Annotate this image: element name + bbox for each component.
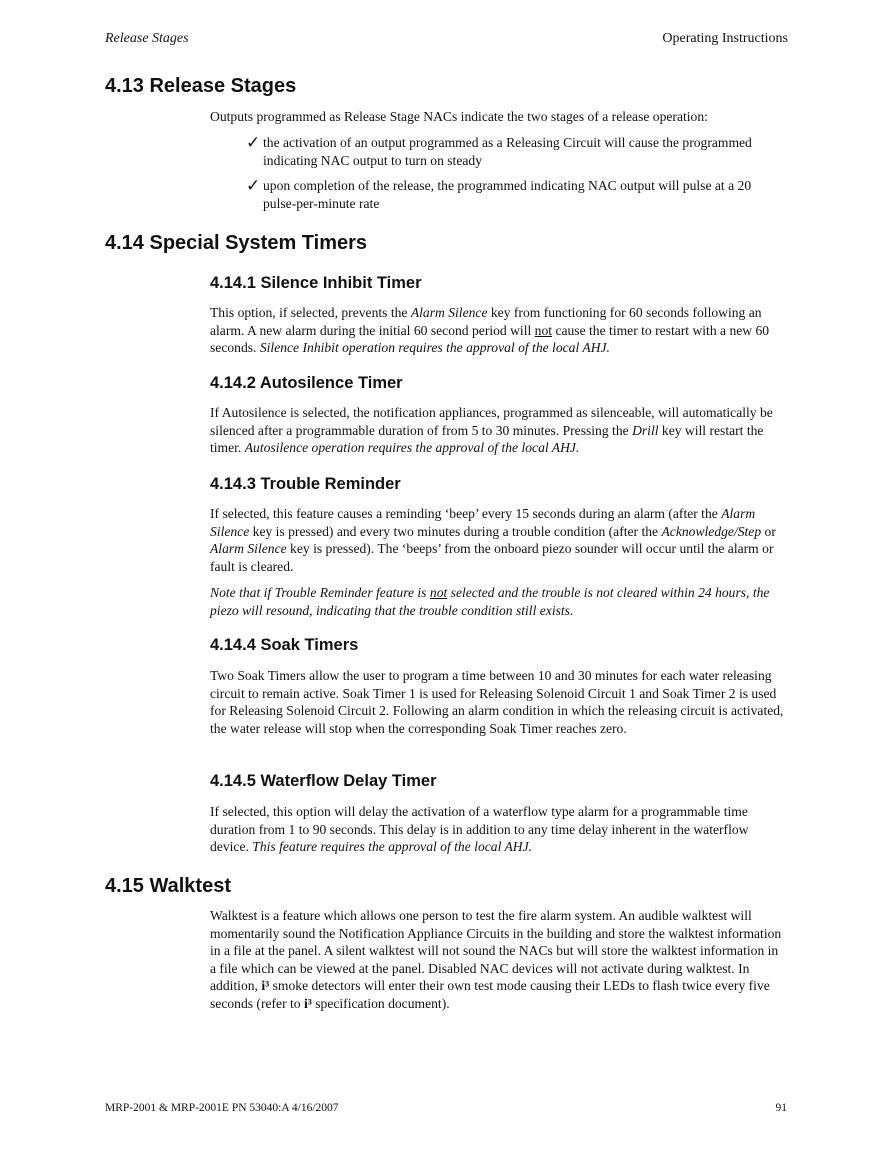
running-header-chapter: Operating Instructions [662, 31, 788, 46]
subsection-heading-4-14-2: 4.14.2 Autosilence Timer [210, 374, 403, 392]
subsection-4-14-1-body: This option, if selected, prevents the Alarm Silence key from functioning for 60 seconds following an alarm. A new alarm during the initial 60 second period will not cause the timer to restart with a new 60 seconds. Silence Inhibit operation requires the approval of the local AHJ. [210, 305, 770, 355]
subsection-4-14-3-body: If selected, this feature causes a reminding ‘beep’ every 15 seconds during an alarm (after the Alarm Silence key is pressed) and every two minutes during a trouble condition (after the Acknowledge/Step or Alarm Silence key is pressed). The ‘beeps’ from the onboard piezo sounder will occur until the alarm or fault is cleared. [210, 506, 776, 574]
section-4-13-intro: Outputs programmed as Release Stage NACs indicate the two stages of a release operation: [210, 109, 708, 124]
section-4-15-body: Walktest is a feature which allows one person to test the fire alarm system. An audible walktest will momentarily sound the Notification Appliance Circuits in the building and store the walktest information in a file at the panel. A silent walktest will not sound the NACs but will store the walktest information in a file which can be viewed at the panel. Disabled NAC devices will not activate during walktest. In addition, i³ smoke detectors will enter their own test mode causing their LEDs to flash twice every five seconds (refer to i³ specification document). [210, 908, 782, 1011]
bullet-text: the activation of an output programmed as a Releasing Circuit will cause the programmed indicating NAC output to turn on steady [263, 135, 752, 168]
subsection-heading-4-14-4: 4.14.4 Soak Timers [210, 636, 359, 654]
checkmark-icon: ✓ [246, 133, 261, 153]
page-number: 91 [775, 1102, 787, 1114]
subsection-4-14-2-body: If Autosilence is selected, the notification appliances, programmed as silenceable, will automatically be silenced after a programmable duration of from 5 to 30 minutes. Pressing the Drill key will restart the timer. Autosilence operation requires the approval of the local AHJ. [210, 405, 773, 455]
running-header-section: Release Stages [105, 31, 189, 46]
subsection-heading-4-14-5: 4.14.5 Waterflow Delay Timer [210, 772, 437, 790]
section-heading-4-13: 4.13 Release Stages [105, 75, 297, 97]
subsection-4-14-4-body: Two Soak Timers allow the user to program a time between 10 and 30 minutes for each water releasing circuit to remain active. Soak Timer 1 is used for Releasing Solenoid Circuit 1 and Soak Timer 2 is used for Releasing Solenoid Circuit 2. Following an alarm condition in which the releasing circuit is activated, the water release will stop when the corresponding Soak Timer reaches zero. [210, 668, 784, 736]
section-heading-4-15: 4.15 Walktest [105, 875, 231, 897]
subsection-4-14-5-body: If selected, this option will delay the activation of a waterflow type alarm for a programmable time duration from 1 to 90 seconds. This delay is in addition to any time delay inherent in the waterflow device. This feature requires the approval of the local AHJ. [210, 804, 749, 854]
subsection-4-14-3-note: Note that if Trouble Reminder feature is not selected and the trouble is not cleared within 24 hours, the piezo will resound, indicating that the trouble condition still exists. [210, 585, 770, 618]
footer-document-id: MRP-2001 & MRP-2001E PN 53040:A 4/16/2007 [105, 1102, 339, 1114]
bullet-text: upon completion of the release, the programmed indicating NAC output will pulse at a 20 pulse-per-minute rate [263, 178, 752, 211]
section-heading-4-14: 4.14 Special System Timers [105, 232, 368, 254]
checkmark-icon: ✓ [246, 176, 261, 196]
bullet-item [246, 177, 787, 212]
subsection-heading-4-14-3: 4.14.3 Trouble Reminder [210, 475, 401, 493]
subsection-heading-4-14-1: 4.14.1 Silence Inhibit Timer [210, 274, 422, 292]
bullet-item [246, 134, 787, 169]
